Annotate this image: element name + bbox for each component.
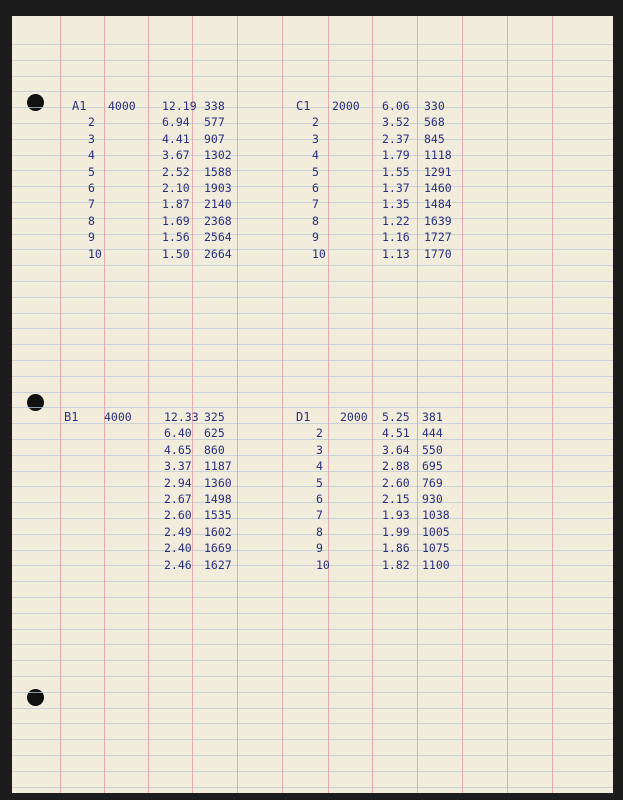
ruled-line: [12, 692, 613, 693]
reading-value: 2.52: [162, 164, 190, 179]
ruled-line: [12, 613, 613, 614]
reading-value: 1.79: [382, 148, 410, 163]
run-number: 3: [312, 131, 319, 146]
weight-value: 1460: [424, 181, 452, 195]
weight-value: 2564: [204, 230, 232, 245]
run-number: 4: [88, 148, 95, 163]
margin-line: [282, 16, 283, 793]
reading-value: 2.46: [164, 557, 192, 572]
punch-hole: [27, 394, 44, 411]
reading-value: 12.33: [164, 410, 199, 424]
ruled-line: [12, 597, 613, 598]
ruled-line: [12, 107, 613, 108]
reading-value: 1.37: [382, 181, 410, 195]
ruled-line: [12, 76, 613, 77]
weight-value: 2664: [204, 246, 232, 261]
reading-value: 2.67: [164, 492, 192, 506]
weight-value: 2368: [204, 213, 232, 228]
reading-value: 5.25: [382, 410, 410, 424]
reading-value: 2.15: [382, 492, 410, 506]
weight-value: 1770: [424, 246, 452, 261]
reading-value: 3.52: [382, 115, 410, 130]
weight-value: 2140: [204, 197, 232, 212]
run-number: 3: [88, 131, 95, 146]
reading-value: 1.87: [162, 197, 190, 212]
run-number: 5: [312, 164, 319, 179]
reading-value: 1.50: [162, 246, 190, 261]
reading-value: 3.37: [164, 459, 192, 474]
weight-value: 1588: [204, 164, 232, 179]
ruled-line: [12, 486, 613, 487]
ruled-line: [12, 739, 613, 740]
reading-value: 4.65: [164, 442, 192, 457]
weight-value: 381: [422, 410, 443, 424]
ruled-line: [12, 44, 613, 45]
reading-value: 2.49: [164, 524, 192, 539]
section-label: D1: [296, 410, 311, 424]
margin-line: [417, 16, 418, 793]
reading-value: 2.60: [382, 475, 410, 490]
ruled-line: [12, 629, 613, 630]
ledger-sheet: [12, 16, 613, 793]
run-number: 7: [316, 508, 323, 523]
ruled-line: [12, 550, 613, 551]
weight-value: 1118: [424, 148, 452, 163]
margin-line: [148, 16, 149, 793]
reading-value: 2.40: [164, 541, 192, 556]
weight-value: 907: [204, 131, 225, 146]
run-number: 6: [316, 492, 323, 506]
reading-value: 1.69: [162, 213, 190, 228]
run-number: 10: [316, 557, 330, 572]
reading-value: 2.60: [164, 508, 192, 523]
ruled-line: [12, 91, 613, 92]
margin-line: [462, 16, 463, 793]
run-number: 7: [312, 197, 319, 212]
weight-value: 1669: [204, 541, 232, 556]
weight-value: 1005: [422, 524, 450, 539]
run-number: 8: [88, 213, 95, 228]
weight-value: 1484: [424, 197, 452, 212]
reading-value: 6.40: [164, 426, 192, 441]
ruled-line: [12, 407, 613, 408]
run-number: 9: [316, 541, 323, 556]
ruled-line: [12, 344, 613, 345]
ruled-line: [12, 581, 613, 582]
weight-value: 325: [204, 410, 225, 424]
run-number: 2: [88, 115, 95, 130]
section-label: B1: [64, 410, 79, 424]
run-number: 9: [88, 230, 95, 245]
margin-line: [192, 16, 193, 793]
reading-value: 12.19: [162, 99, 197, 113]
ruled-line: [12, 313, 613, 314]
margin-line: [328, 16, 329, 793]
ruled-line: [12, 281, 613, 282]
ruled-line: [12, 565, 613, 566]
ruled-line: [12, 534, 613, 535]
reading-value: 3.64: [382, 442, 410, 457]
weight-value: 1602: [204, 524, 232, 539]
ruled-line: [12, 644, 613, 645]
reading-value: 1.82: [382, 557, 410, 572]
weight-value: 1498: [204, 492, 232, 506]
reading-value: 1.13: [382, 246, 410, 261]
margin-line: [507, 16, 508, 793]
punch-hole: [27, 94, 44, 111]
reading-value: 3.67: [162, 148, 190, 163]
ruled-line: [12, 455, 613, 456]
ruled-line: [12, 660, 613, 661]
weight-value: 1075: [422, 541, 450, 556]
run-number: 10: [312, 246, 326, 261]
run-number: 5: [88, 164, 95, 179]
section-weight: 2000: [332, 99, 360, 113]
weight-value: 860: [204, 442, 225, 457]
reading-value: 1.55: [382, 164, 410, 179]
reading-value: 1.35: [382, 197, 410, 212]
weight-value: 1038: [422, 508, 450, 523]
reading-value: 2.37: [382, 131, 410, 146]
section-weight: 4000: [108, 99, 136, 113]
run-number: 6: [312, 181, 319, 195]
weight-value: 845: [424, 131, 445, 146]
section-label: C1: [296, 99, 311, 113]
section-label: A1: [72, 99, 87, 113]
margin-line: [60, 16, 61, 793]
ruled-line: [12, 787, 613, 788]
reading-value: 1.16: [382, 230, 410, 245]
reading-value: 6.94: [162, 115, 190, 130]
ruled-line: [12, 471, 613, 472]
weight-value: 1727: [424, 230, 452, 245]
weight-value: 1291: [424, 164, 452, 179]
ruled-line: [12, 376, 613, 377]
run-number: 10: [88, 246, 102, 261]
run-number: 9: [312, 230, 319, 245]
ruled-line: [12, 60, 613, 61]
run-number: 7: [88, 197, 95, 212]
ruled-line: [12, 392, 613, 393]
weight-value: 1535: [204, 508, 232, 523]
run-number: 6: [88, 181, 95, 195]
weight-value: 577: [204, 115, 225, 130]
reading-value: 4.51: [382, 426, 410, 441]
ruled-line: [12, 755, 613, 756]
margin-line: [552, 16, 553, 793]
weight-value: 1903: [204, 181, 232, 195]
weight-value: 1100: [422, 557, 450, 572]
weight-value: 550: [422, 442, 443, 457]
run-number: 5: [316, 475, 323, 490]
weight-value: 625: [204, 426, 225, 441]
reading-value: 2.94: [164, 475, 192, 490]
weight-value: 695: [422, 459, 443, 474]
weight-value: 769: [422, 475, 443, 490]
weight-value: 330: [424, 99, 445, 113]
weight-value: 568: [424, 115, 445, 130]
reading-value: 1.22: [382, 213, 410, 228]
reading-value: 1.99: [382, 524, 410, 539]
ruled-line: [12, 297, 613, 298]
reading-value: 2.88: [382, 459, 410, 474]
ruled-line: [12, 708, 613, 709]
run-number: 2: [312, 115, 319, 130]
reading-value: 6.06: [382, 99, 410, 113]
reading-value: 2.10: [162, 181, 190, 195]
run-number: 8: [312, 213, 319, 228]
weight-value: 1627: [204, 557, 232, 572]
weight-value: 444: [422, 426, 443, 441]
weight-value: 1639: [424, 213, 452, 228]
ruled-line: [12, 265, 613, 266]
weight-value: 1187: [204, 459, 232, 474]
ruled-line: [12, 518, 613, 519]
ruled-line: [12, 723, 613, 724]
run-number: 4: [316, 459, 323, 474]
margin-line: [372, 16, 373, 793]
ruled-line: [12, 360, 613, 361]
ruled-line: [12, 439, 613, 440]
weight-value: 338: [204, 99, 225, 113]
run-number: 2: [316, 426, 323, 441]
reading-value: 1.86: [382, 541, 410, 556]
section-weight: 2000: [340, 410, 368, 424]
weight-value: 1302: [204, 148, 232, 163]
section-weight: 4000: [104, 410, 132, 424]
reading-value: 1.56: [162, 230, 190, 245]
reading-value: 1.93: [382, 508, 410, 523]
ruled-line: [12, 676, 613, 677]
run-number: 3: [316, 442, 323, 457]
ruled-line: [12, 328, 613, 329]
margin-line: [237, 16, 238, 793]
run-number: 4: [312, 148, 319, 163]
weight-value: 930: [422, 492, 443, 506]
weight-value: 1360: [204, 475, 232, 490]
ruled-line: [12, 502, 613, 503]
run-number: 8: [316, 524, 323, 539]
ruled-line: [12, 771, 613, 772]
reading-value: 4.41: [162, 131, 190, 146]
ruled-line: [12, 423, 613, 424]
margin-line: [104, 16, 105, 793]
